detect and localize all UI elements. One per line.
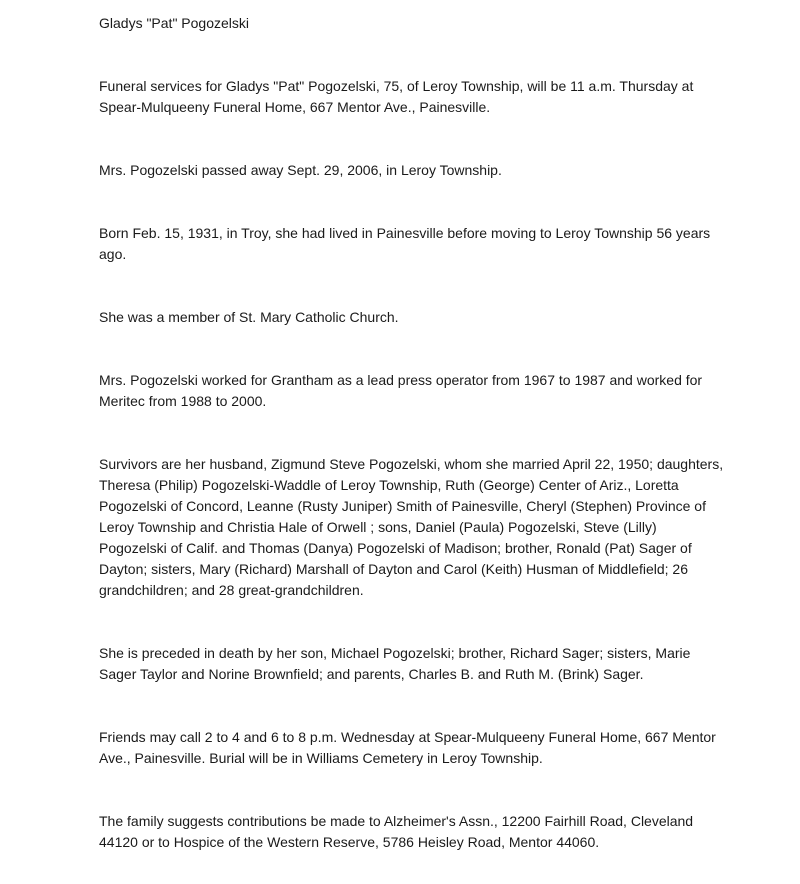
paragraph-survivors: Survivors are her husband, Zigmund Steve Pogozelski, whom she married April 22, 1950; daughters, Theresa (Philip) Pogozelski-Waddle of Leroy Township, Ruth (George) Center of Ariz., Loretta Pogozelski of Concord, Leanne (Rusty Juniper) Smith of Painesville, Cheryl (Stephen) Province of Leroy Township and Christia Hale of Orwell ; sons, Daniel (Paula) Pogozelski, Steve (Lilly) Pogozelski of Calif. and Thomas (Danya) Pogozelski of Madison; brother, Ronald (Pat) Sager of Dayton; sisters, Mary (Richard) Marshall of Dayton and Carol (Keith) Husman of Middlefield; 26 grandchildren; and 28 great-grandchildren. [99, 456, 724, 598]
paragraph-church: She was a member of St. Mary Catholic Church. [99, 309, 399, 325]
paragraph-preceded-in-death: She is preceded in death by her son, Michael Pogozelski; brother, Richard Sager; sisters, Marie Sager Taylor and Norine Brownfield; and parents, Charles B. and Ruth M. (Brink) Sager. [99, 645, 691, 682]
paragraph-birth: Born Feb. 15, 1931, in Troy, she had lived in Painesville before moving to Leroy Township 56 years ago. [99, 225, 711, 262]
paragraph-funeral-services: Funeral services for Gladys "Pat" Pogozelski, 75, of Leroy Township, will be 11 a.m. Thursday at Spear-Mulqueeny Funeral Home, 667 Mentor Ave., Painesville. [99, 78, 694, 115]
paragraph-contributions: The family suggests contributions be made to Alzheimer's Assn., 12200 Fairhill Road, Cleveland 44120 or to Hospice of the Western Reserve, 5786 Heisley Road, Mentor 44060. [99, 813, 694, 850]
obituary-document [99, 13, 724, 853]
paragraph-career: Mrs. Pogozelski worked for Grantham as a lead press operator from 1967 to 1987 and worked for Meritec from 1988 to 2000. [99, 372, 703, 409]
obituary-title: Gladys "Pat" Pogozelski [99, 15, 250, 31]
paragraph-visitation: Friends may call 2 to 4 and 6 to 8 p.m. Wednesday at Spear-Mulqueeny Funeral Home, 667 Mentor Ave., Painesville. Burial will be in Williams Cemetery in Leroy Township. [99, 729, 716, 766]
paragraph-passing: Mrs. Pogozelski passed away Sept. 29, 2006, in Leroy Township. [99, 162, 502, 178]
